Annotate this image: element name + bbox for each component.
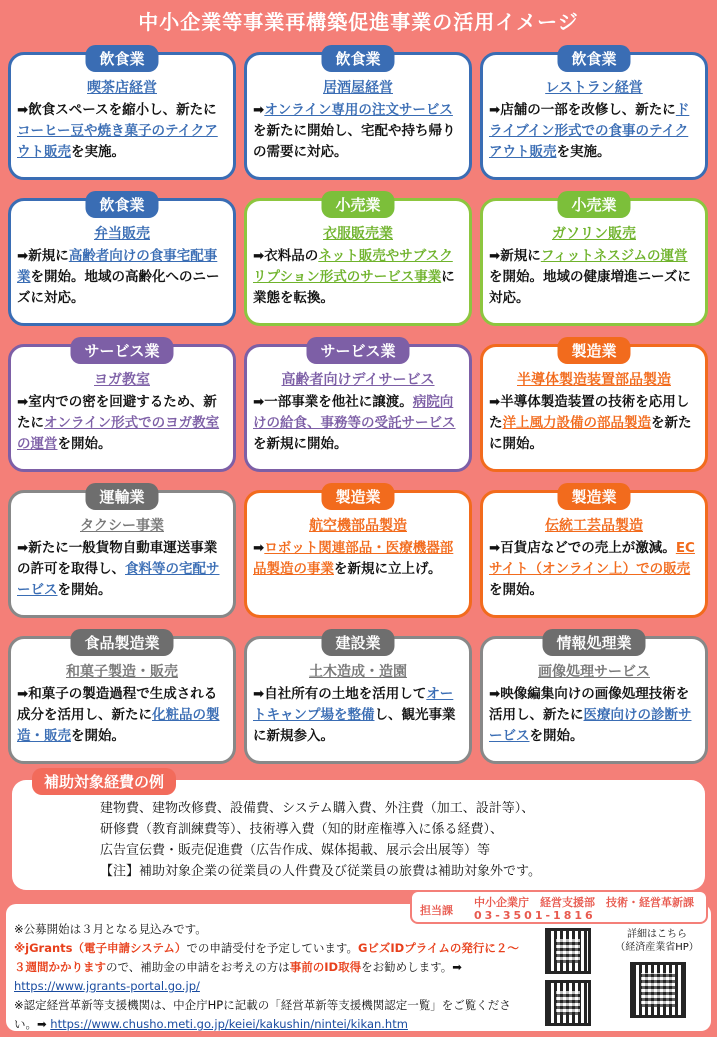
card-heading: 和菓子製造・販売	[66, 664, 178, 680]
card-heading: 弁当販売	[94, 226, 150, 242]
card-heading: ガソリン販売	[552, 226, 636, 242]
expenses-box	[12, 773, 705, 890]
card-body: ➡自社所有の土地を活用してオートキャンプ場を整備し、観光事業に新規参入。	[253, 686, 456, 744]
contact-tel: 03-3501-1816	[474, 909, 596, 922]
category-tag: 建設業	[321, 629, 394, 656]
card-heading: タクシー事業	[80, 518, 164, 534]
card-heading: 高齢者向けデイサービス	[281, 372, 435, 388]
category-tag: サービス業	[70, 337, 173, 364]
category-tag: 製造業	[557, 483, 630, 510]
card-body: ➡室内での密を回避するため、新たにオンライン形式でのヨガ教室の運営を開始。	[17, 394, 220, 452]
expenses-note: 【注】補助対象企業の従業員の人件費及び従業員の旅費は補助対象外です。	[100, 864, 541, 879]
card-body: ➡衣料品のネット販売やサブスクリプション形式のサービス事業に業態を転換。	[253, 248, 455, 306]
card-body: ➡一部事業を他社に譲渡。病院向けの給食、事務等の受託サービスを新規に開始。	[253, 394, 456, 452]
card-body: ➡半導体製造装置の技術を応用した洋上風力設備の部品製造を新たに開始。	[489, 394, 692, 452]
case-card	[244, 52, 472, 180]
card-body: ➡飲食スペースを縮小し、新たにコーヒー豆や焼き菓子のテイクアウト販売を実施。	[17, 102, 218, 160]
category-tag: 製造業	[321, 483, 394, 510]
card-heading: 画像処理サービス	[538, 664, 650, 680]
case-card	[8, 490, 236, 618]
category-tag: 情報処理業	[542, 629, 645, 656]
case-card	[244, 636, 472, 764]
card-heading: 衣服販売業	[323, 226, 393, 242]
card-body: ➡和菓子の製造過程で生成される成分を活用し、新たに化粧品の製造・販売を開始。	[17, 686, 220, 744]
card-body: ➡映像編集向けの画像処理技術を活用し、新たに医療向けの診断サービスを開始。	[489, 686, 692, 744]
note-3: ※認定経営革新等支援機関は、中企庁HPに記載の「経営革新等支援機関認定一覧」をご覧ください。➡ https://www.chusho.meti.go.jp/keiei/kakushin/nintei/kikan.htm	[14, 998, 511, 1031]
card-heading: ヨガ教室	[94, 372, 150, 388]
contact-org: 中小企業庁 経営支援部 技術・経営革新課	[474, 896, 694, 909]
case-card	[480, 490, 708, 618]
card-body: ➡オンライン専用の注文サービスを新たに開始し、宅配や持ち帰りの需要に対応。	[253, 102, 456, 160]
card-body: ➡新たに一般貨物自動車運送事業の許可を取得し、食料等の宅配サービスを開始。	[17, 540, 220, 598]
contact-box	[410, 890, 708, 924]
case-card	[8, 198, 236, 326]
card-heading: レストラン経営	[545, 80, 643, 96]
case-card	[480, 198, 708, 326]
case-card	[8, 636, 236, 764]
case-card	[480, 636, 708, 764]
chusho-link[interactable]: https://www.chusho.meti.go.jp/keiei/kakushin/nintei/kikan.htm	[50, 1017, 408, 1031]
jgrants-link[interactable]: https://www.jgrants-portal.go.jp/	[14, 979, 200, 993]
category-tag: 飲食業	[85, 191, 158, 218]
case-card	[244, 344, 472, 472]
card-body: ➡新規にフィットネスジムの運営を開始。地域の健康増進ニーズに対応。	[489, 248, 691, 306]
expenses-line: 研修費（教育訓練費等）、技術導入費（知的財産権導入に係る経費）、	[100, 822, 504, 837]
card-body: ➡新規に高齢者向けの食事宅配事業を開始。地域の高齢化へのニーズに対応。	[17, 248, 220, 306]
card-heading: 土木造成・造園	[309, 664, 407, 680]
note-2: ※jGrants（電子申請システム）での申請受付を予定しています。GビズIDプライムの発行に２～３週間かかりますので、補助金の申請をお考えの方は事前のID取得をお勧めします。➡ https://www.jgrants-portal.go.jp/	[14, 941, 519, 993]
qr-code-icon[interactable]	[630, 962, 686, 1018]
case-card	[244, 490, 472, 618]
category-tag: 小売業	[557, 191, 630, 218]
card-heading: 伝統工芸品製造	[545, 518, 643, 534]
category-tag: サービス業	[306, 337, 409, 364]
qr-code-icon[interactable]	[545, 928, 591, 974]
detail-label: 詳細はこちら （経済産業省HP）	[615, 929, 699, 953]
case-card	[8, 344, 236, 472]
expenses-line: 広告宣伝費・販売促進費（広告作成、媒体掲載、展示会出展等）等	[100, 843, 491, 858]
category-tag: 飲食業	[321, 45, 394, 72]
note-1: ※公募開始は３月となる見込みです。	[14, 922, 207, 936]
expenses-line: 建物費、建物改修費、設備費、システム購入費、外注費（加工、設計等）、	[100, 801, 535, 816]
case-card	[480, 344, 708, 472]
contact-label: 担当課	[420, 904, 453, 917]
card-body: ➡百貨店などでの売上が激減。ECサイト（オンライン上）での販売を開始。	[489, 540, 695, 598]
category-tag: 食品製造業	[70, 629, 173, 656]
category-tag: 飲食業	[85, 45, 158, 72]
category-tag: 運輸業	[85, 483, 158, 510]
case-card	[244, 198, 472, 326]
category-tag: 飲食業	[557, 45, 630, 72]
card-heading: 半導体製造装置部品製造	[517, 372, 671, 388]
qr-code-icon[interactable]	[545, 980, 591, 1026]
case-card	[480, 52, 708, 180]
card-body: ➡店舗の一部を改修し、新たにドライブイン形式での食事のテイクアウト販売を実施。	[489, 102, 690, 160]
card-heading: 居酒屋経営	[323, 80, 393, 96]
page-title: 中小企業等事業再構築促進事業の活用イメージ	[138, 10, 579, 34]
category-tag: 小売業	[321, 191, 394, 218]
category-tag: 製造業	[557, 337, 630, 364]
card-heading: 航空機部品製造	[309, 518, 407, 534]
notes	[14, 920, 529, 1034]
case-card	[8, 52, 236, 180]
card-body: ➡ロボット関連部品・医療機器部品製造の事業を新規に立上げ。	[253, 540, 454, 577]
expenses-tag: 補助対象経費の例	[32, 768, 176, 795]
card-heading: 喫茶店経営	[87, 80, 157, 96]
